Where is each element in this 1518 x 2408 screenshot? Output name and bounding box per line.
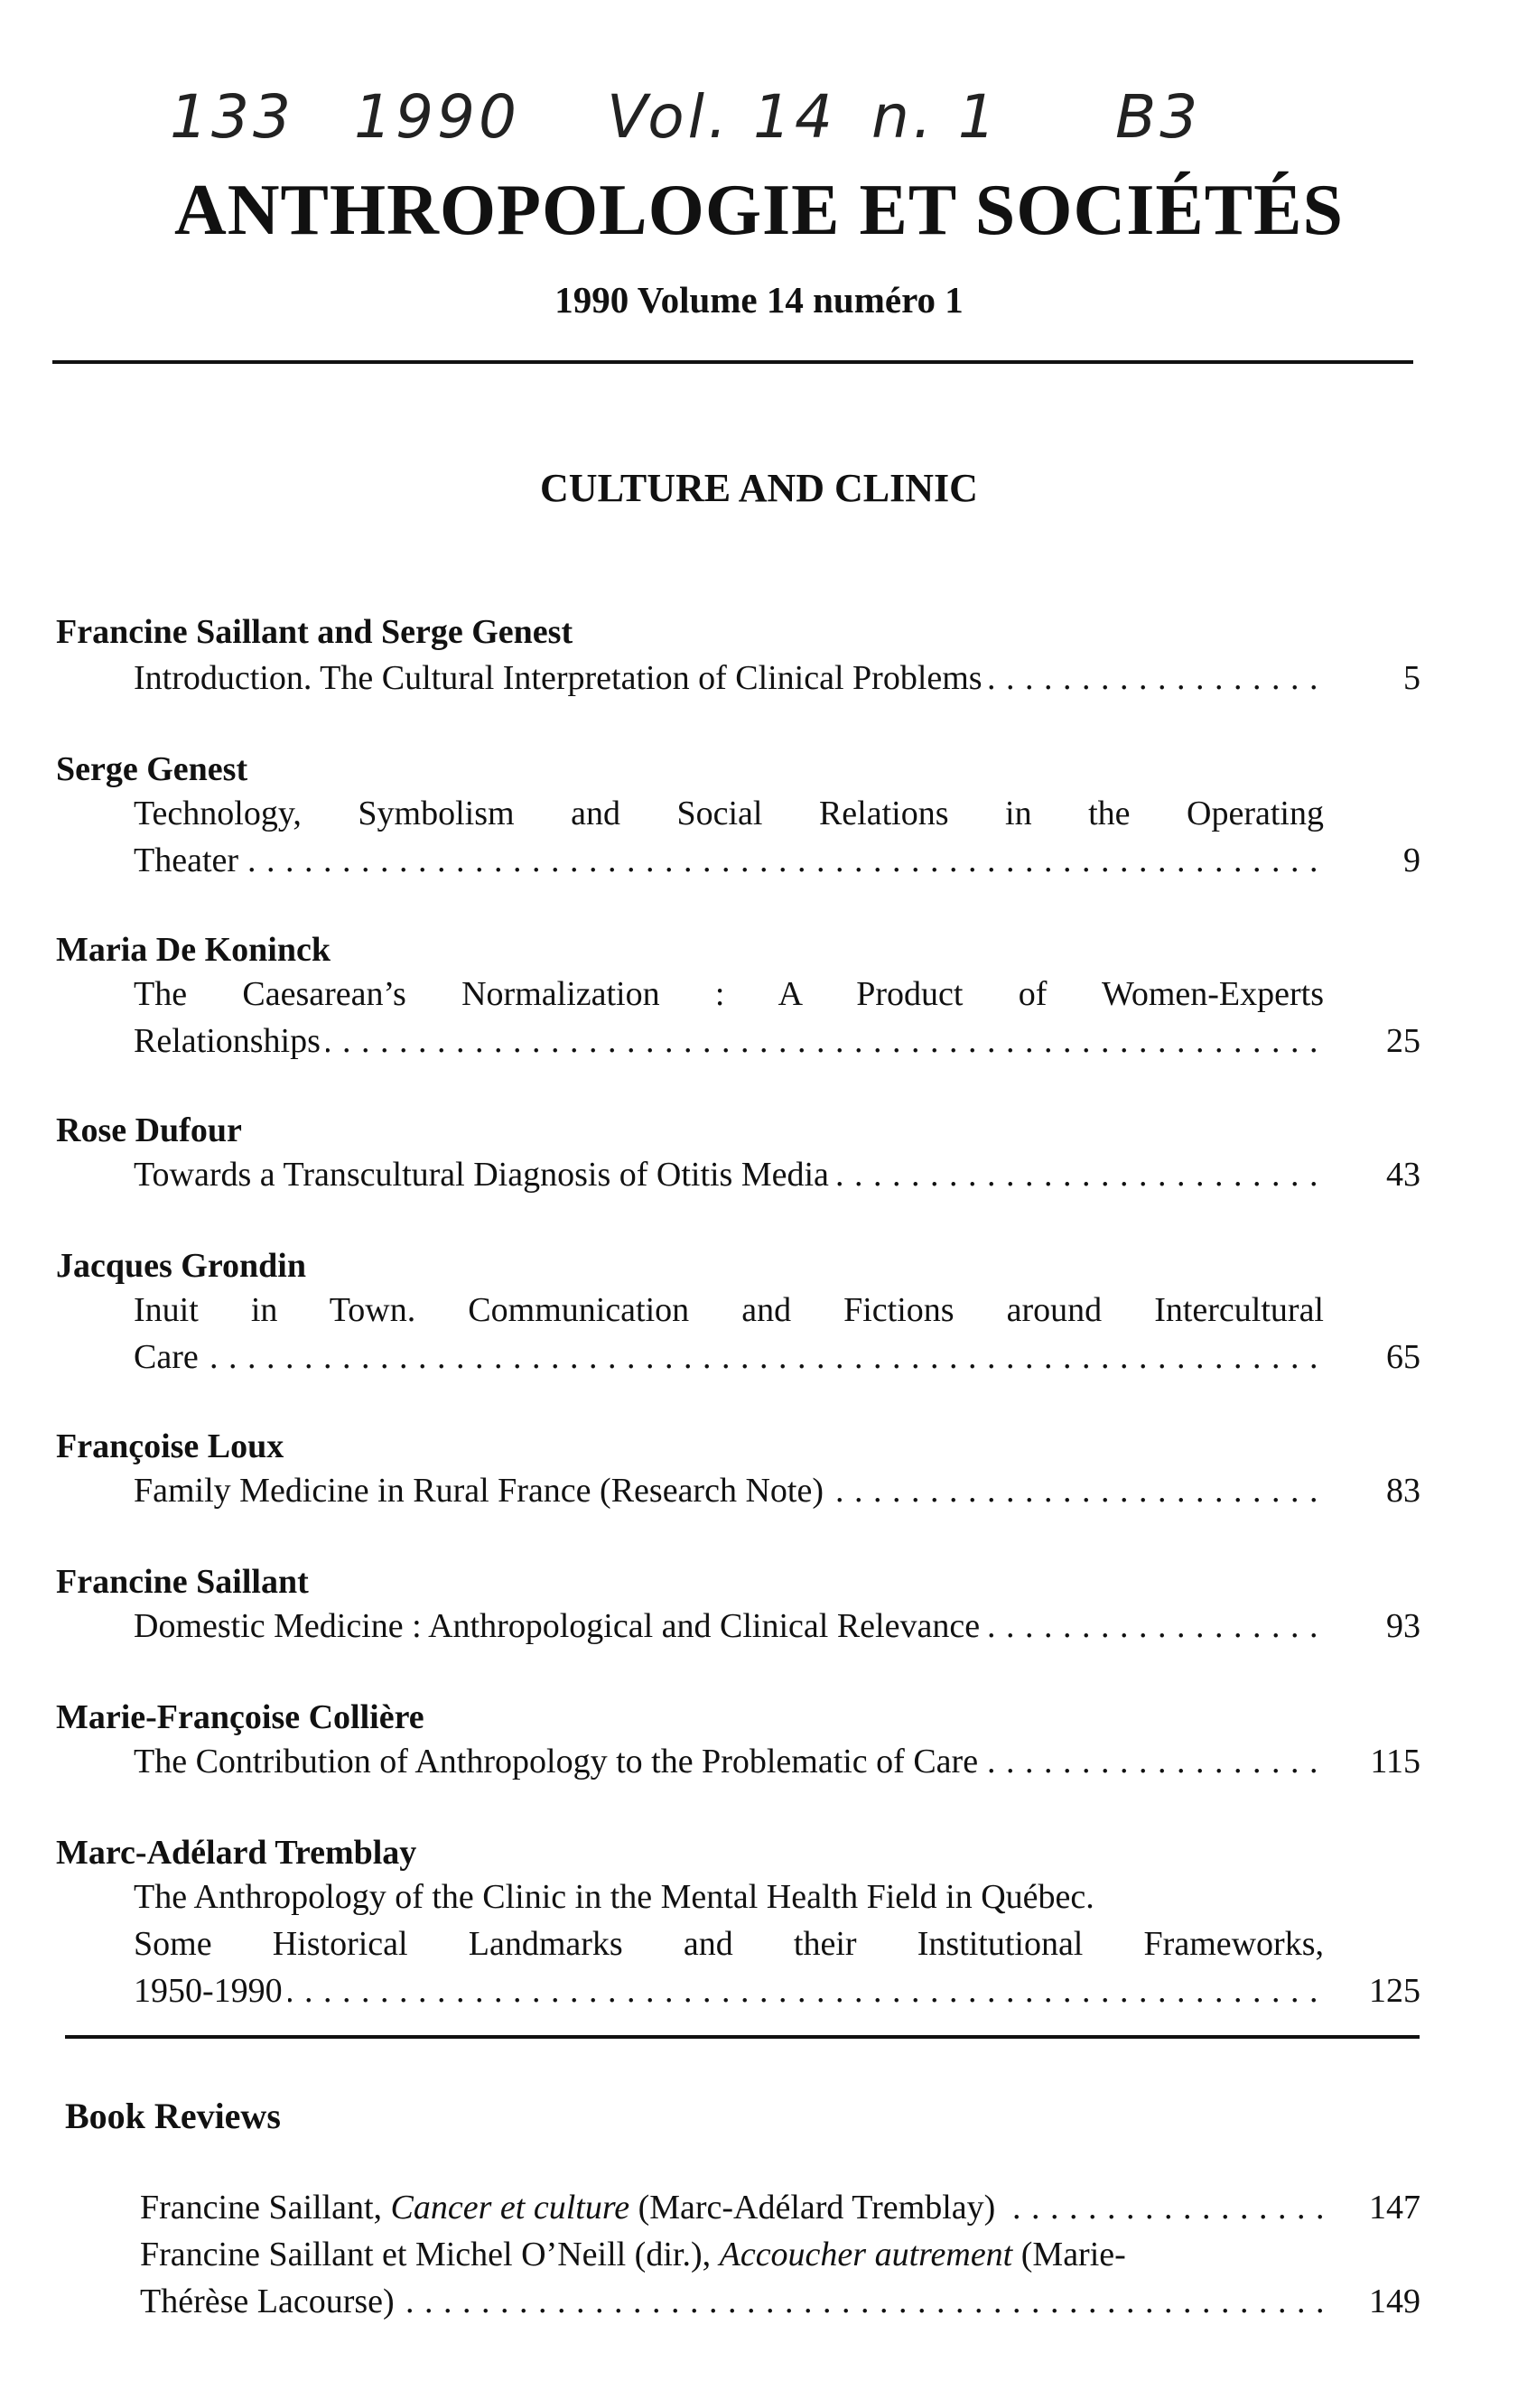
toc-page-number: 5 [1403, 659, 1420, 697]
book-review-line[interactable]: Francine Saillant et Michel O’Neill (dir.), Accoucher autrement (Marie- [140, 2236, 1126, 2273]
toc-page-number: 65 [1386, 1338, 1420, 1376]
toc-title-line[interactable]: Care . . . [134, 1334, 1324, 1380]
toc-title-line[interactable]: Towards a Transcultural Diagnosis of Otitis Media . . . [134, 1152, 1324, 1197]
handwritten-year: 1990 [354, 82, 520, 152]
book-review-page: 147 [1369, 2189, 1420, 2227]
book-review-line[interactable]: Thérèse Lacourse) . . . [140, 2279, 1332, 2324]
book-review-page: 149 [1369, 2282, 1420, 2320]
toc-page-number: 9 [1403, 841, 1420, 879]
top-divider [52, 360, 1413, 364]
toc-author: Francine Saillant [56, 1563, 309, 1601]
book-reviews-heading: Book Reviews [65, 2096, 281, 2136]
toc-author: Marc-Adélard Tremblay [56, 1834, 417, 1872]
toc-author: Serge Genest [56, 750, 248, 788]
toc-page-number: 115 [1370, 1743, 1420, 1780]
handwritten-code: B3 [1115, 82, 1202, 152]
bottom-divider [65, 2035, 1420, 2039]
toc-page-number: 125 [1369, 1972, 1420, 2010]
handwritten-number: 133 [170, 82, 294, 152]
toc-page-number: 93 [1386, 1607, 1420, 1645]
toc-title-line[interactable]: Introduction. The Cultural Interpretation of Clinical Problems . . . [134, 655, 1324, 701]
toc-title-line[interactable]: 1950-1990 . . . [134, 1968, 1324, 2013]
handwritten-annotation [0, 72, 1518, 172]
toc-title-line[interactable]: Inuit in Town. Communication and Fictions around Intercultural [134, 1291, 1324, 1329]
toc-author: Françoise Loux [56, 1427, 284, 1465]
toc-page-number: 43 [1386, 1156, 1420, 1194]
toc-page-number: 83 [1386, 1472, 1420, 1510]
toc-page-number: 25 [1386, 1022, 1420, 1060]
toc-title-line[interactable]: Some Historical Landmarks and their Institutional Frameworks, [134, 1925, 1324, 1963]
issue-line: 1990 Volume 14 numéro 1 [554, 279, 964, 321]
toc-title-line[interactable]: The Anthropology of the Clinic in the Mental Health Field in Québec. [134, 1878, 1094, 1916]
toc-author: Francine Saillant and Serge Genest [56, 613, 573, 651]
toc-title-line[interactable]: The Contribution of Anthropology to the Problematic of Care . . . [134, 1739, 1324, 1784]
journal-title: ANTHROPOLOGIE ET SOCIÉTÉS [174, 171, 1344, 250]
handwritten-volume: Vol. 14 [607, 82, 836, 152]
handwritten-issue: n. 1 [871, 82, 1000, 152]
toc-author: Jacques Grondin [56, 1247, 306, 1285]
toc-title-line[interactable]: Relationships . . . [134, 1018, 1324, 1064]
toc-title-line[interactable]: Theater . . . [134, 838, 1324, 883]
section-title: CULTURE AND CLINIC [540, 466, 978, 510]
toc-title-line[interactable]: Family Medicine in Rural France (Research Note) . . . [134, 1468, 1324, 1513]
toc-author: Maria De Koninck [56, 931, 331, 969]
toc-title-line[interactable]: Domestic Medicine : Anthropological and Clinical Relevance . . . [134, 1604, 1324, 1649]
book-review-line[interactable]: Francine Saillant, Cancer et culture (Marc-Adélard Tremblay) . . . [140, 2185, 1332, 2230]
toc-title-line[interactable]: Technology, Symbolism and Social Relations in the Operating [134, 795, 1324, 832]
toc-author: Marie-Françoise Collière [56, 1698, 424, 1736]
toc-author: Rose Dufour [56, 1111, 242, 1149]
toc-title-line[interactable]: The Caesarean’s Normalization : A Product of Women-Experts [134, 975, 1324, 1013]
